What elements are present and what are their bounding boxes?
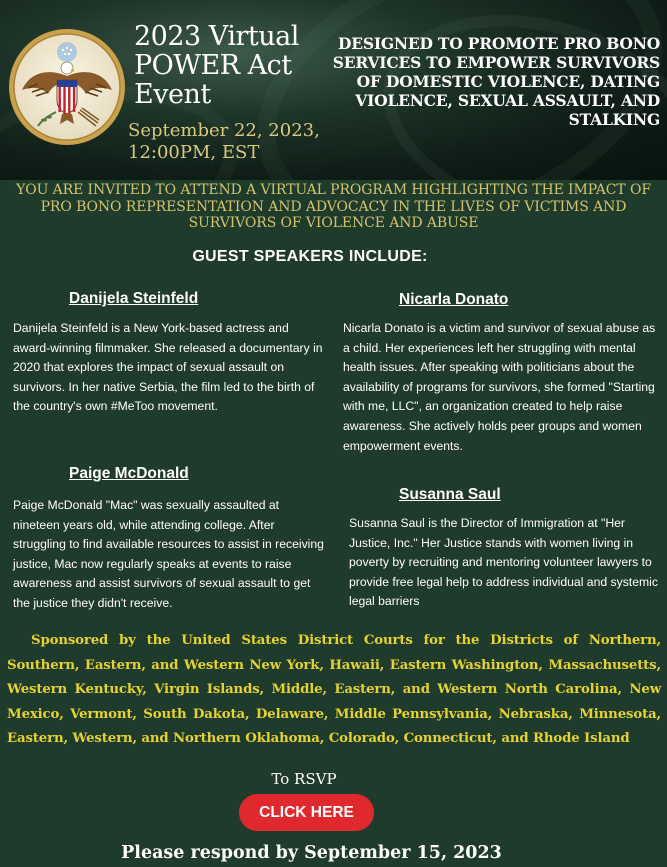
great-seal-icon	[8, 28, 126, 146]
speaker-bio: Paige McDonald "Mac" was sexually assaulted at nineteen years old, while attending college. After struggling to find available resources to assist in receiving justice, Mac now regularly speaks at events to raise awareness and assist survivors of sexual assault to get the justice they didn't receive.	[13, 498, 324, 610]
speaker-name: Paige McDonald	[69, 465, 189, 482]
event-tagline: DESIGNED TO PROMOTE PRO BONO SERVICES TO EMPOWER SURVIVORS OF DOMESTIC VIOLENCE, DATING VIOLENCE, SEXUAL ASSAULT, AND STALKING	[332, 34, 660, 129]
header-banner	[0, 0, 667, 180]
speaker-name: Nicarla Donato	[399, 291, 509, 308]
speaker-bio: Susanna Saul is the Director of Immigration at "Her Justice, Inc." Her Justice stands with women living in poverty by recruiting and mentoring volunteer lawyers to provide free legal help to address individual and systemic legal barriers	[349, 516, 658, 609]
respond-deadline: Please respond by September 15, 2023	[121, 843, 502, 863]
rsvp-label: To RSVP	[271, 770, 337, 788]
event-date: September 22, 2023, 12:00PM, EST	[128, 120, 320, 163]
invitation-text: YOU ARE INVITED TO ATTEND A VIRTUAL PROGRAM HIGHLIGHTING THE IMPACT OF PRO BONO REPRESENTATION AND ADVOCACY IN THE LIVES OF VICTIMS AND SURVIVORS OF VIOLENCE AND ABUSE	[16, 182, 651, 231]
speaker-bio: Danijela Steinfeld is a New York-based actress and award-winning filmmaker. She released a documentary in 2020 that explores the impact of sexual assault on survivors. In her native Serbia, the film led to the birth of the country's own #MeToo movement.	[13, 321, 323, 414]
speakers-heading: GUEST SPEAKERS INCLUDE:	[192, 248, 428, 265]
speaker-bio: Nicarla Donato is a victim and survivor of sexual abuse as a child. Her experiences left her struggling with mental health issues. After speaking with politicians about the availability of programs for survivors, she formed "Starting with me, LLC", an organization created to help raise awareness. She actively holds peer groups and women empowerment events.	[343, 321, 656, 453]
event-title: 2023 Virtual POWER Act Event	[134, 21, 299, 110]
speaker-name: Danijela Steinfeld	[69, 290, 199, 307]
rsvp-button[interactable]: CLICK HERE	[239, 794, 374, 831]
speaker-name: Susanna Saul	[399, 486, 501, 503]
sponsor-text: Sponsored by the United States District Courts for the Districts of Northern, Southern, Eastern, and Western New York, Hawaii, Eastern Washington, Massachusetts, Western Kentucky, Virgin Islands, Middle, Eastern, and Western North Carolina, New Mexico, Vermont, South Dakota, Delaware, Middle Pennsylvania, Nebraska, Minnesota, Eastern, Western, and Northern Oklahoma, Colorado, Connecticut, and Rhode Island	[7, 633, 661, 746]
